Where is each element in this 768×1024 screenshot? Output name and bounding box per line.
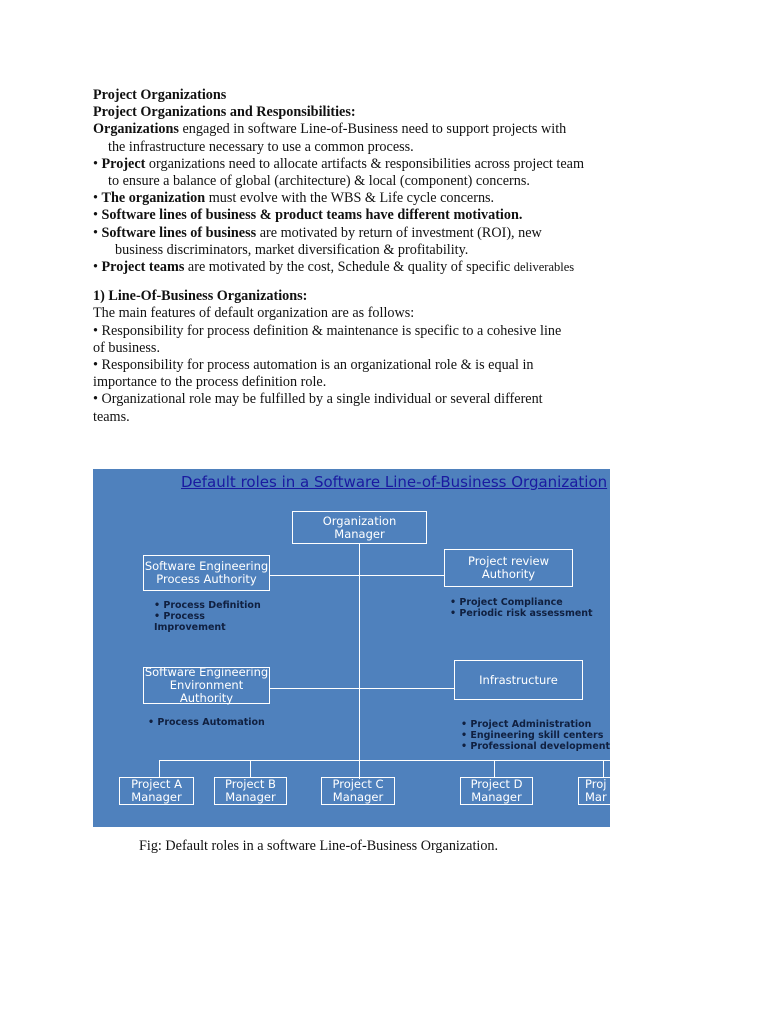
intro-paragraph: Organizations engaged in software Line-of-Business need to support projects with [93,121,567,138]
connector-line [250,760,251,777]
page-title: Project Organizations [93,87,227,103]
bullet-item: • Project teams are motivated by the cost, Schedule & quality of specific deliverables [93,259,575,276]
section-text-line: • Responsibility for process automation is an organizational role & is equal in [93,357,534,374]
project-review-notes: • Project Compliance • Periodic risk assessment [450,597,593,619]
organization-manager-box: Organization Manager [292,511,427,544]
bullet-continuation: to ensure a balance of global (architecture) & local (component) concerns. [108,173,530,190]
process-authority-notes: • Process Definition • Process Improvement [154,600,261,633]
section-text-line: The main features of default organization are as follows: [93,305,415,322]
bullet-item: • Software lines of business are motivated by return of investment (ROI), new [93,224,542,241]
bullet-item: • The organization must evolve with the WBS & Life cycle concerns. [93,190,495,207]
project-c-manager-box: Project C Manager [321,777,395,805]
infrastructure-box: Infrastructure [454,660,583,700]
org-chart-diagram [93,469,610,827]
connector-line [159,760,160,777]
project-review-box: Project review Authority [444,549,573,587]
infrastructure-notes: • Project Administration • Engineering skill centers • Professional development [461,719,610,752]
document-body [93,87,653,426]
diagram-title: Default roles in a Software Line-of-Business Organization [181,473,608,491]
project-b-manager-box: Project B Manager [214,777,287,805]
bullet-item: • Project organizations need to allocate artifacts & responsibilities across project team [93,155,584,172]
page-subtitle: Project Organizations and Responsibilities: [93,104,356,121]
section-text-line: • Organizational role may be fulfilled by a single individual or several different [93,391,543,408]
section-text-line: importance to the process definition role. [93,374,327,391]
environment-authority-notes: • Process Automation [148,717,265,728]
connector-line [359,543,360,779]
process-authority-box: Software Engineering Process Authority [143,555,270,591]
project-d-manager-box: Project D Manager [460,777,533,805]
connector-line [603,760,604,777]
environment-authority-box: Software Engineering Environment Authority [144,665,269,705]
connector-line [359,760,360,777]
intro-continuation: the infrastructure necessary to use a common process. [108,138,414,155]
section-text-line: teams. [93,408,130,425]
project-a-manager-box: Project A Manager [119,777,194,805]
bullet-continuation: business discriminators, market diversification & profitability. [115,241,469,258]
figure-caption: Fig: Default roles in a software Line-of-Business Organization. [139,838,499,854]
connector-line [269,688,455,689]
project-e-manager-box: Proj Mar [578,777,610,805]
connector-line [269,575,445,576]
section-text-line: • Responsibility for process definition & maintenance is specific to a cohesive line [93,322,562,339]
connector-line [159,760,610,761]
section-text-line: of business. [93,339,160,356]
section-heading: 1) Line-Of-Business Organizations: [93,288,308,305]
connector-line [494,760,495,777]
bullet-item: • Software lines of business & product teams have different motivation. [93,207,523,224]
